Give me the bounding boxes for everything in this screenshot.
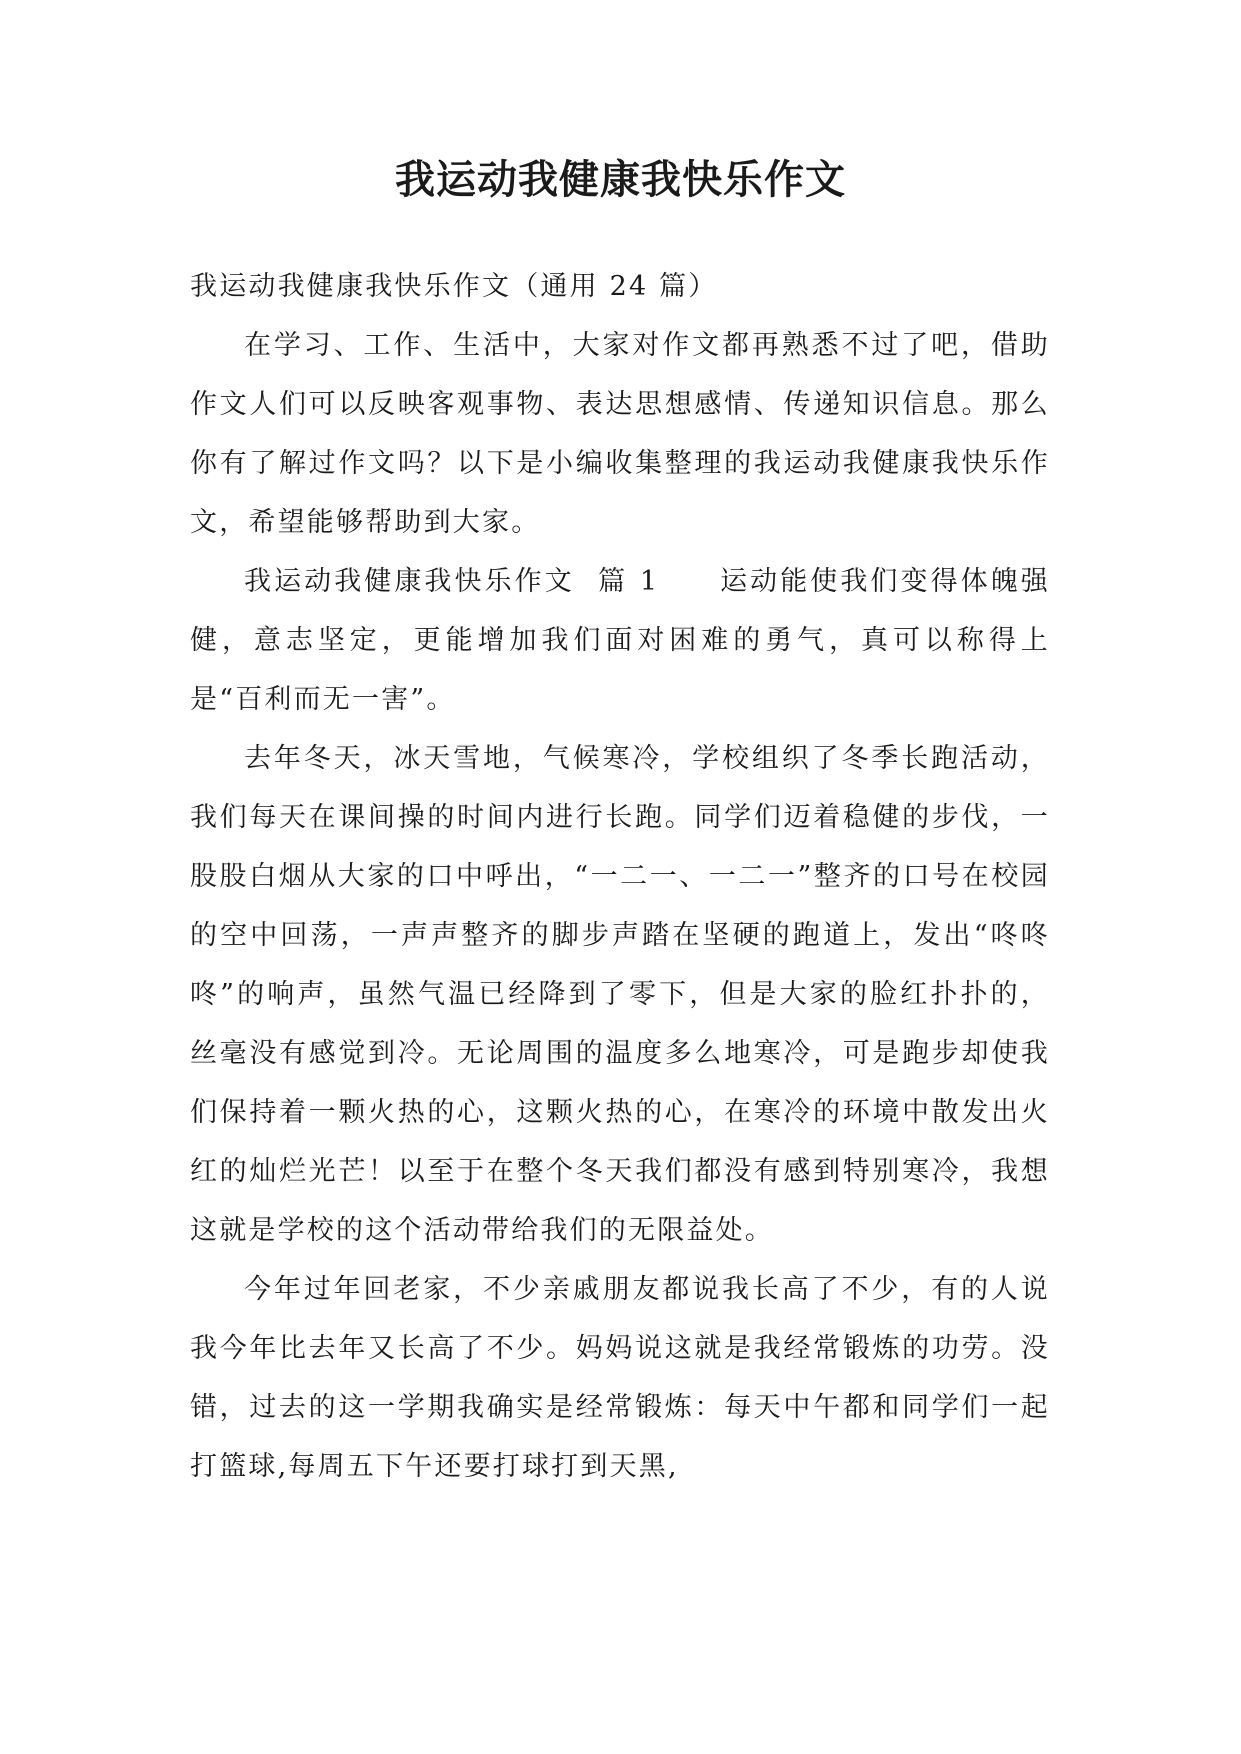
intro-paragraph: 在学习、工作、生活中，大家对作文都再熟悉不过了吧，借助作文人们可以反映客观事物、表达思想感情、传递知识信息。那么你有了解过作文吗？以下是小编收集整理的我运动我健康我快乐作文，希望能够帮助到大家。	[190, 330, 1050, 538]
document-body	[190, 257, 1050, 1496]
section-1-heading: 我运动我健康我快乐作文 篇 1	[244, 566, 660, 597]
section-1-paragraph	[190, 552, 1050, 729]
body-paragraph: 去年冬天，冰天雪地，气候寒冷，学校组织了冬季长跑活动，我们每天在课间操的时间内进行长跑。同学们迈着稳健的步伐，一股股白烟从大家的口中呼出，“一二一、一二一”整齐的口号在校园的空中回荡，一声声整齐的脚步声踏在坚硬的跑道上，发出“咚咚咚”的响声，虽然气温已经降到了零下，但是大家的脸红扑扑的，丝毫没有感觉到冷。无论周围的温度多么地寒冷，可是跑步却使我们保持着一颗火热的心，这颗火热的心，在寒冷的环境中散发出火红的灿烂光芒！以至于在整个冬天我们都没有感到特别寒冷，我想这就是学校的这个活动带给我们的无限益处。	[190, 743, 1050, 1246]
document-title: 我运动我健康我快乐作文	[395, 156, 846, 203]
body-paragraph: 今年过年回老家，不少亲戚朋友都说我长高了不少，有的人说我今年比去年又长高了不少。妈妈说这就是我经常锻炼的功劳。没错，过去的这一学期我确实是经常锻炼：每天中午都和同学们一起打篮球,每周五下午还要打球打到天黑,	[190, 1274, 1050, 1482]
section-1-lead: 运动能使我们变得体魄强健，意志坚定，更能增加我们面对困难的勇气，真可以称得上是“百利而无一害”。	[190, 566, 1050, 715]
document-subtitle: 我运动我健康我快乐作文（通用 24 篇）	[190, 271, 718, 302]
